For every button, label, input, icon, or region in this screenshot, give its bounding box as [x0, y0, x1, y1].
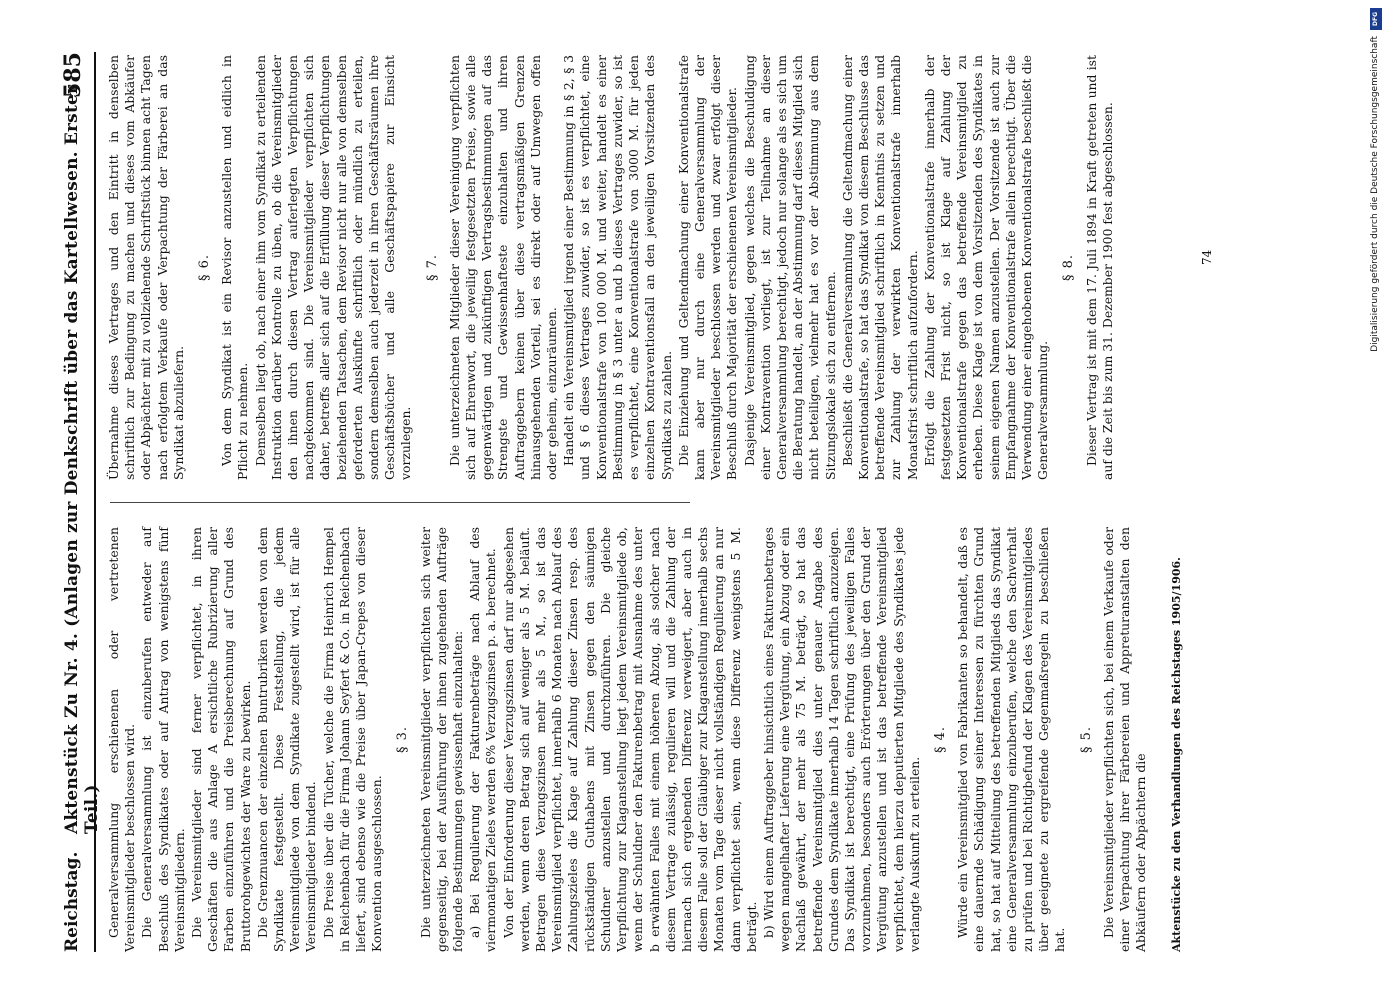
paragraph: Von dem Syndikat ist ein Revisor anzustellen und eidlich in Pflicht zu nehmen.: [219, 55, 251, 480]
section-heading: § 3.: [395, 725, 411, 754]
paragraph: Demselben liegt ob, nach einer ihm vom Syndikat zu erteilenden Instruktion darüber Kontrolle zu üben, ob die Vereinsmitglieder den ihnen durch diesen Vertrag auferlegten Verpflichtungen nachgekommen sind. Die Vereinsmitglieder verpflichten sich daher, betreffs aller sich auf die Erfüllung dieser Verpflichtungen beziehenden Tatsachen, dem Revisor nicht nur alle von demselben geforderten Auskünfte schriftlich oder mündlich zu erteilen, sondern demselben auch jederzeit in ihren Geschäftsräumen ihre Geschäftsbücher und alle Geschäftspapiere zur Einsicht vorzulegen.: [252, 55, 414, 480]
right-column: [106, 55, 1117, 480]
paragraph: Die Vereinsmitglieder sind ferner verpflichtet, in ihren Geschäften die aus Anlage A ersichtliche Rubrizierung aller Farben einzuführen und die Preisberechnung auf Grund des Bruttorohgewichtes der Ware zu bewirken.: [189, 527, 253, 952]
paragraph: Die unterzeichneten Vereinsmitglieder verpflichten sich weiter gegenseitig, bei der Ausführung der ihnen zugehenden Aufträge folgende Bestimmungen gewissenhaft einzuhalten:: [417, 527, 466, 952]
footer-source: Aktenstücke zu den Verhandlungen des Reichstages 1905/1906.: [1170, 557, 1183, 952]
paragraph: Die unterzeichneten Mitglieder dieser Vereinigung verpflichten sich auf Ehrenwort, die jeweilig festgesetzten Preise, sowie alle gegenwärtigen und zukünftigen Vertragsbestimmungen auf das Strengste und Gewissenhafteste einzuhalten und ihren Auftraggebern keinen über diese vertragsmäßigen Grenzen hinausgehenden Vorteil, sei es direkt oder auf Umwegen offen oder geheim, einzuräumen.: [446, 55, 560, 480]
paragraph: Die Grenznuancen der einzelnen Buntrubriken werden von dem Syndikate festgestellt. Diese Feststellung, die jedem Vereinsmitgliede von dem Syndikate zugestellt wird, ist für alle Vereinsmitglieder bindend.: [254, 527, 319, 952]
digitisation-credit: [1370, 8, 1383, 608]
column-divider: [110, 502, 690, 503]
paragraph: a) Bei Regulierung der Fakturenbeträge nach Ablauf des viermonatigen Zieles werden 6% Verzugszinsen p. a. berechnet.: [467, 527, 499, 952]
footer-sheet-number: 74: [1200, 249, 1214, 265]
paragraph: Erfolgt die Zahlung der Konventionalstrafe innerhalb der festgesetzten Frist nicht, so ist Klage auf Zahlung der Konventionalstrafe gegen das betreffende Vereinsmitglied zu erheben. Diese Klage ist von dem Vorsitzenden des Syndikates in seinem eigenen Namen anzustellen. Der Vorsitzende ist auch zur Empfangnahme der Konventionalstrafe allein berechtigt. Über die Verwendung einer eingehobenen Konventionalstrafe beschließt die Generalversammlung.: [921, 55, 1051, 480]
paragraph: Übernahme dieses Vertrages und den Eintritt in denselben schriftlich zur Bedingung zu machen und dieses vom Abkäufer oder Abpächter mit zu vollziehende Schriftstück binnen acht Tagen nach erfolgtem Verkaufe oder Verpachtung der Färberei an das Syndikat abzuliefern.: [106, 55, 186, 480]
section-heading: § 4.: [932, 725, 948, 754]
header-reichstag: Reichstag.: [62, 851, 82, 952]
dfg-logo-icon: DFG: [1370, 8, 1382, 30]
left-column: [106, 527, 1150, 952]
section-heading: § 5.: [1078, 725, 1094, 754]
paragraph: Die Einziehung und Geltendmachung einer Konventionalstrafe kann aber nur durch eine Generalversammlung der Vereinsmitglieder beschlossen werden und zwar erfolgt dieser Beschluß durch Majorität der erschienenen Vereinsmitglieder.: [675, 55, 740, 480]
paragraph: Die Preise über die Tücher, welche die Firma Heinrich Hempel in Reichenbach für die Firma Johann Seyfert & Co. in Reichenbach liefert, sind ebenso wie die Preise über Japan-Crepes von dieser Konvention ausgeschlossen.: [320, 527, 385, 952]
page-number: 585: [60, 52, 86, 98]
paragraph: Dasjenige Vereinsmitglied, gegen welches die Beschuldigung einer Kontravention vorliegt, ist zur Teilnahme an dieser Generalversammlung berechtigt, jedoch nur solange als es sich um die Beratung handelt, an der Abstimmung darf dieses Mitglied sich nicht beteiligen, vielmehr hat es vor der Abstimmung aus dem Sitzungslokale sich zu entfernen.: [741, 55, 838, 480]
header-title: Aktenstück Zu Nr. 4. (Anlagen zur Denkschrift über das Kartellwesen. Erster Teil.): [62, 84, 102, 834]
section-heading: § 6.: [197, 253, 213, 282]
paragraph: Die Vereinsmitglieder verpflichten sich, bei einem Verkaufe oder einer Verpachtung ihrer Färbereien und Appreturanstalten den Abkäufern oder Abpächtern die: [1100, 527, 1149, 952]
paragraph: Die Generalversammlung ist einzuberufen entweder auf Beschluß des Syndikates oder auf Antrag von wenigstens fünf Vereinsmitgliedern.: [139, 527, 187, 952]
paragraph: Beschließt die Generalversammlung die Geltendmachung einer Konventionalstrafe, so hat das Syndikat von diesem Beschlusse das betreffende Vereinsmitglied schriftlich in Kenntnis zu setzen und zur Zahlung der verwirkten Konventionalstrafe innerhalb Monatsfrist schriftlich aufzufordern.: [839, 55, 920, 480]
paragraph: Generalversammlung erschienenen oder vertretenen Vereinsmitglieder beschlossen wird.: [106, 527, 138, 952]
paragraph: Dieser Vertrag ist mit dem 17. Juli 1894 in Kraft getreten und ist auf die Zeit bis zum 31. Dezember 1900 fest abgeschlossen.: [1083, 55, 1115, 480]
credit-text: Digitalisierung gefördert durch die Deutsche Forschungsgemeinschaft: [1370, 36, 1380, 352]
section-heading: § 7.: [424, 253, 440, 282]
paragraph: b) Wird einem Auftraggeber hinsichtlich eines Fakturenbetrages wegen mangelhafter Lieferung eine Vergütung, ein Abzug oder ein Nachlaß gewährt, der mehr als 75 M. beträgt, so hat das betreffende Vereinsmitglied dies unter genauer Angabe des Grundes dem Syndikate innerhalb 14 Tagen schriftlich anzuzeigen. Das Syndikat ist berechtigt, eine Prüfung des jeweiligen Falles vorzunehmen, besonders auch Erörterungen über den Grund der Vergütung anzustellen und ist das betreffende Vereinsmitglied verpflichtet, dem hierzu deputierten Mitgliede des Syndikates jede verlangte Auskunft zu erteilen.: [760, 527, 922, 952]
paragraph: Würde ein Vereinsmitglied von Fabrikanten so behandelt, daß es eine dauernde Schädigung seiner Interessen zu fürchten Grund hat, so hat auf Mitteilung des betreffenden Mitglieds das Syndikat eine Generalversammlung einzuberufen, welche den Sachverhalt zu prüfen und bei Richtigbefund der Klagen des Vereinsmitgliedes über geeignete zu ergreifende Gegenmaßregeln zu beschließen hat.: [955, 527, 1068, 952]
paragraph: Von der Einforderung dieser Verzugszinsen darf nur abgesehen werden, wenn deren Betrag sich auf weniger als 5 M. beläuft. Betragen diese Verzugszinsen mehr als 5 M., so ist das Vereinsmitglied verpflichtet, innerhalb 6 Monaten nach Ablauf des Zahlungszieles die Klage auf Zahlung dieser Zinsen resp. des rückständigen Guthabens mit Zinsen gegen den säumigen Schuldner anzustellen und durchzuführen. Die gleiche Verpflichtung zur Klaganstellung liegt jedem Vereinsmitgliede ob, wenn der Schuldner den Fakturenbetrag mit Ausnahme des unter b erwähnten Falles mit einem höheren Abzug, als solcher nach diesem Vertrage zulässig, regulieren will und die Zahlung der hiernach sich ergebenden Differenz verweigert, aber auch in diesem Falle soll der Gläubiger zur Klaganstellung innerhalb sechs Monaten vom Tage dieser nicht vollständigen Regulierung an nur dann verpflichtet sein, wenn diese Differenz wenigstens 5 M. beträgt.: [500, 527, 759, 952]
paragraph: Handelt ein Vereinsmitglied irgend einer Bestimmung in § 2, § 3 und § 6 dieses Vertrages zuwider, so ist es verpflichtet, eine Konventionalstrafe von 100 000 M. und weiter, handelt es einer Bestimmung in § 3 unter a und b dieses Vertrages zuwider, so ist es verpflichtet, eine Konventionalstrafe von 3000 M. für jeden einzelnen Kontraventionsfall an den jeweiligen Vorsitzenden des Syndikats zu zahlen.: [561, 55, 674, 480]
page-header: [60, 52, 102, 952]
section-heading: § 8.: [1061, 253, 1077, 282]
